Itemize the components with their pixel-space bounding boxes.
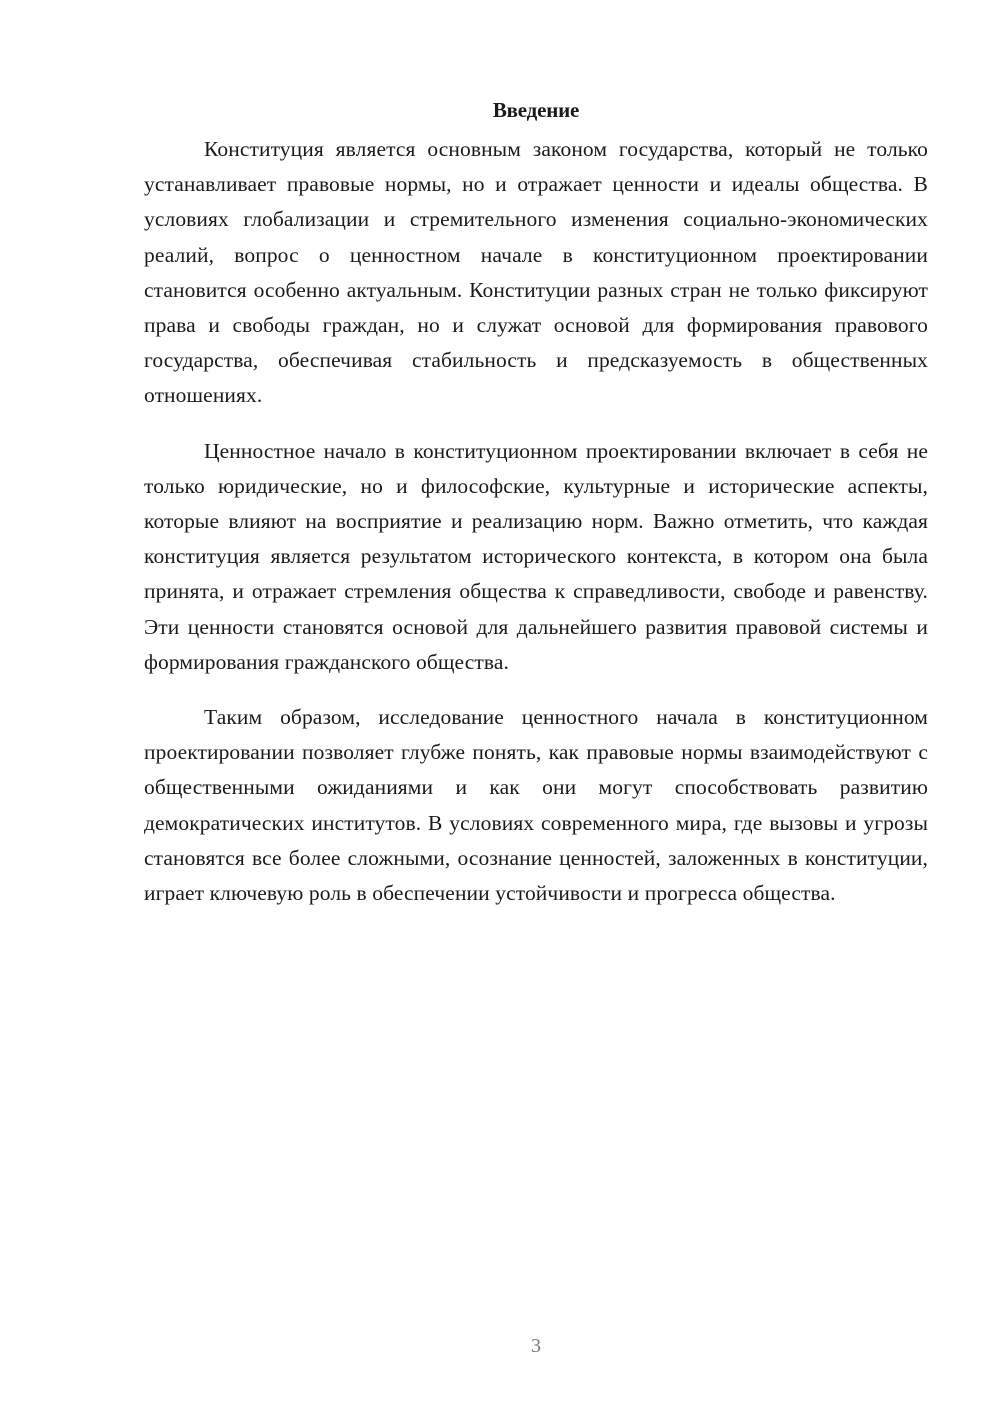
paragraph-2: Ценностное начало в конституционном проектировании включает в себя не только юридические, но и философские, культурные и исторические аспекты, которые влияют на восприятие и реализацию норм. Важно отметить, что каждая конституция является результатом исторического контекста, в котором она была принята, и отражает стремления общества к справедливости, свободе и равенству. Эти ценности становятся основой для дальнейшего развития правовой системы и формирования гражданского общества. [144,438,928,674]
paragraph-3: Таким образом, исследование ценностного начала в конституционном проектировании позволяет глубже понять, как правовые нормы взаимодействуют с общественными ожиданиями и как они могут способствовать развитию демократических институтов. В условиях современного мира, где вызовы и угрозы становятся все более сложными, осознание ценностей, заложенных в конституции, играет ключевую роль в обеспечении устойчивости и прогресса общества. [144,705,928,906]
section-title: Введение [492,98,580,122]
page-number: 3 [531,1335,541,1357]
page-content [144,96,928,931]
paragraph-1: Конституция является основным законом государства, который не только устанавливает правовые нормы, но и отражает ценности и идеалы общества. В условиях глобализации и стремительного изменения социально-экономических реалий, вопрос о ценностном начале в конституционном проектировании становится особенно актуальным. Конституции разных стран не только фиксируют права и свободы граждан, но и служат основой для формирования правового государства, обеспечивая стабильность и предсказуемость в общественных отношениях. [144,137,928,408]
